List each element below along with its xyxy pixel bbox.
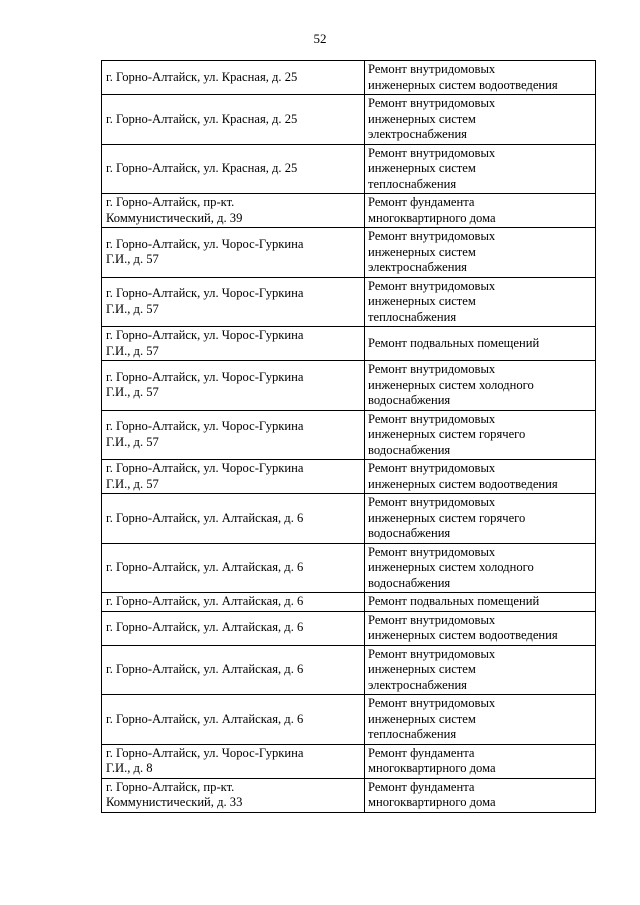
address-text: г. Горно-Алтайск, ул. Чорос-Гуркина Г.И., д. 8 <box>106 745 304 775</box>
work-type-text: Ремонт внутридомовых инженерных систем электроснабжения <box>368 646 496 692</box>
work-type-cell <box>365 778 596 812</box>
address-cell <box>102 543 365 593</box>
address-text: г. Горно-Алтайск, ул. Красная, д. 25 <box>106 69 298 84</box>
work-type-text: Ремонт внутридомовых инженерных систем водоотведения <box>368 62 558 92</box>
table-row <box>102 61 596 95</box>
address-text: г. Горно-Алтайск, ул. Алтайская, д. 6 <box>106 510 304 525</box>
work-type-text: Ремонт внутридомовых инженерных систем электроснабжения <box>368 96 496 141</box>
address-text: г. Горно-Алтайск, ул. Чорос-Гуркина Г.И., д. 57 <box>106 461 304 491</box>
work-type-text: Ремонт внутридомовых инженерных систем теплоснабжения <box>368 696 496 741</box>
table-row <box>102 327 596 361</box>
address-text: г. Горно-Алтайск, ул. Алтайская, д. 6 <box>106 711 304 726</box>
work-type-text: Ремонт внутридомовых инженерных систем горячего водоснабжения <box>368 411 526 457</box>
work-type-cell <box>365 543 596 593</box>
address-cell <box>102 611 365 645</box>
address-cell <box>102 494 365 544</box>
address-text: г. Горно-Алтайск, ул. Алтайская, д. 6 <box>106 662 304 676</box>
address-text: г. Горно-Алтайск, пр-кт. Коммунистический, д. 39 <box>106 195 243 225</box>
work-type-text: Ремонт внутридомовых инженерных систем холодного водоснабжения <box>368 544 534 590</box>
address-cell <box>102 361 365 411</box>
work-type-text: Ремонт подвальных помещений <box>368 335 540 350</box>
table-row <box>102 543 596 593</box>
address-cell <box>102 410 365 460</box>
address-text: г. Горно-Алтайск, ул. Красная, д. 25 <box>106 161 298 175</box>
work-type-cell <box>365 194 596 228</box>
table-row <box>102 744 596 778</box>
address-text: г. Горно-Алтайск, ул. Чорос-Гуркина Г.И., д. 57 <box>106 286 304 316</box>
work-type-text: Ремонт внутридомовых инженерных систем горячего водоснабжения <box>368 495 526 540</box>
address-cell <box>102 593 365 612</box>
address-cell <box>102 61 365 95</box>
work-type-text: Ремонт внутридомовых инженерных систем водоотведения <box>368 461 558 491</box>
table-row <box>102 277 596 327</box>
work-type-cell <box>365 361 596 411</box>
work-type-cell <box>365 695 596 745</box>
work-type-cell <box>365 61 596 95</box>
address-cell <box>102 277 365 327</box>
work-type-cell <box>365 277 596 327</box>
work-type-cell <box>365 460 596 494</box>
work-type-text: Ремонт фундамента многоквартирного дома <box>368 195 496 225</box>
work-type-cell <box>365 327 596 361</box>
address-cell <box>102 95 365 145</box>
table-row <box>102 593 596 612</box>
work-type-text: Ремонт внутридомовых инженерных систем водоотведения <box>368 612 558 642</box>
address-cell <box>102 228 365 278</box>
work-type-cell <box>365 611 596 645</box>
works-table <box>101 60 596 813</box>
table-row <box>102 410 596 460</box>
table-row <box>102 778 596 812</box>
work-type-cell <box>365 144 596 194</box>
work-type-cell <box>365 95 596 145</box>
address-cell <box>102 460 365 494</box>
work-type-text: Ремонт внутридомовых инженерных систем электроснабжения <box>368 229 496 274</box>
work-type-cell <box>365 410 596 460</box>
page-number: 52 <box>313 31 327 46</box>
address-text: г. Горно-Алтайск, ул. Алтайская, д. 6 <box>106 620 304 635</box>
work-type-cell <box>365 228 596 278</box>
work-type-cell <box>365 494 596 544</box>
work-type-cell <box>365 593 596 612</box>
address-cell <box>102 645 365 695</box>
table-row <box>102 645 596 695</box>
table-row <box>102 361 596 411</box>
table-row <box>102 695 596 745</box>
address-text: г. Горно-Алтайск, ул. Чорос-Гуркина Г.И., д. 57 <box>106 369 304 400</box>
table-row <box>102 611 596 645</box>
address-cell <box>102 144 365 194</box>
address-text: г. Горно-Алтайск, ул. Алтайская, д. 6 <box>106 594 304 608</box>
work-type-text: Ремонт подвальных помещений <box>368 594 540 608</box>
work-type-text: Ремонт фундамента многоквартирного дома <box>368 779 496 809</box>
table-row <box>102 494 596 544</box>
address-text: г. Горно-Алтайск, ул. Красная, д. 25 <box>106 111 298 126</box>
address-cell <box>102 778 365 812</box>
work-type-cell <box>365 645 596 695</box>
address-text: г. Горно-Алтайск, ул. Алтайская, д. 6 <box>106 560 304 574</box>
table-row <box>102 194 596 228</box>
work-type-text: Ремонт внутридомовых инженерных систем теплоснабжения <box>368 145 496 191</box>
address-text: г. Горно-Алтайск, пр-кт. Коммунистический, д. 33 <box>106 779 243 809</box>
works-table-body <box>102 61 596 813</box>
address-text: г. Горно-Алтайск, ул. Чорос-Гуркина Г.И., д. 57 <box>106 328 304 358</box>
work-type-text: Ремонт фундамента многоквартирного дома <box>368 745 496 775</box>
address-text: г. Горно-Алтайск, ул. Чорос-Гуркина Г.И., д. 57 <box>106 236 304 267</box>
table-row <box>102 95 596 145</box>
table-row <box>102 144 596 194</box>
work-type-cell <box>365 744 596 778</box>
address-cell <box>102 744 365 778</box>
table-row <box>102 460 596 494</box>
address-cell <box>102 695 365 745</box>
address-text: г. Горно-Алтайск, ул. Чорос-Гуркина Г.И., д. 57 <box>106 419 304 449</box>
table-row <box>102 228 596 278</box>
work-type-text: Ремонт внутридомовых инженерных систем теплоснабжения <box>368 278 496 324</box>
address-cell <box>102 194 365 228</box>
address-cell <box>102 327 365 361</box>
work-type-text: Ремонт внутридомовых инженерных систем холодного водоснабжения <box>368 362 534 407</box>
